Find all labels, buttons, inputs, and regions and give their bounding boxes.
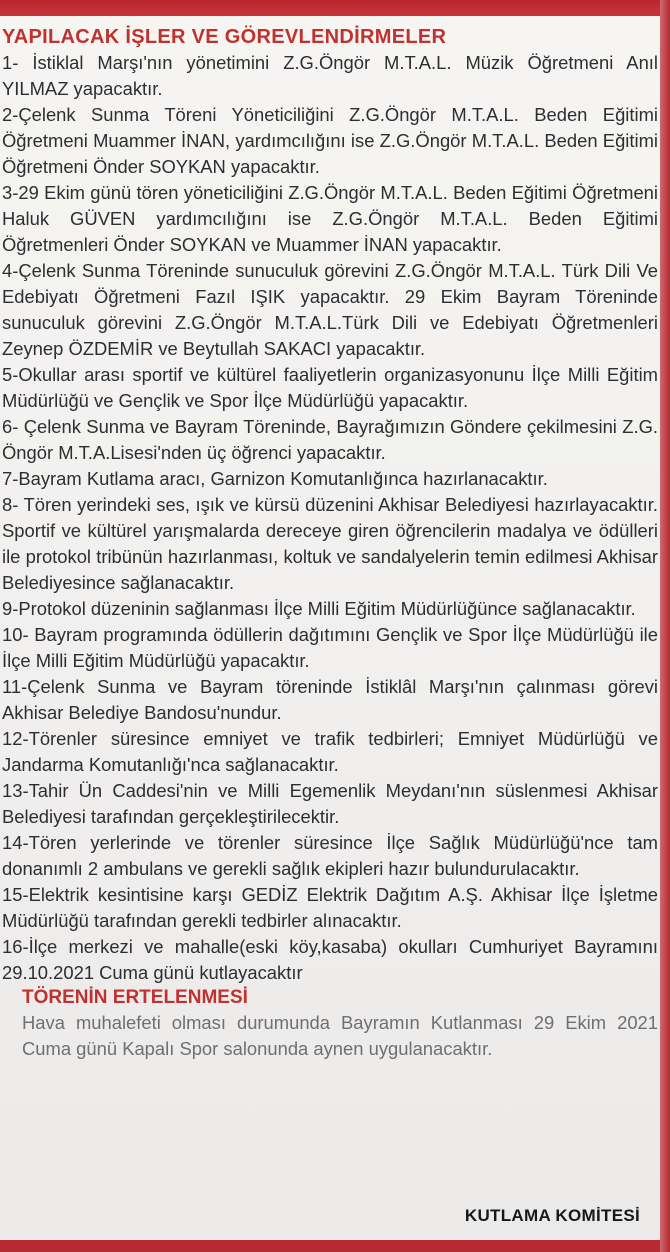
list-item-11: 11-Çelenk Sunma ve Bayram töreninde İstiklâl Marşı'nın çalınması görevi Akhisar Belediye Bandosu'nundur. <box>2 676 658 723</box>
list-item-13: 13-Tahir Ün Caddesi'nin ve Milli Egemenlik Meydanı'nın süslenmesi Akhisar Belediyesi tarafından gerçekleştirilecektir. <box>2 780 658 827</box>
list-item-15: 15-Elektrik kesintisine karşı GEDİZ Elektrik Dağıtım A.Ş. Akhisar İlçe İşletme Müdürlüğü tarafından gerekli tedbirler alınacaktır. <box>2 884 658 931</box>
list-item-6: 6- Çelenk Sunma ve Bayram Töreninde, Bayrağımızın Göndere çekilmesini Z.G. Öngör M.T.A.Lisesi'nden üç öğrenci yapacaktır. <box>2 416 658 463</box>
list-item-14: 14-Tören yerlerinde ve törenler süresince İlçe Sağlık Müdürlüğü'nce tam donanımlı 2 ambulans ve gerekli sağlık ekipleri hazır bulundurulacaktır. <box>2 832 658 879</box>
document-heading: YAPILACAK İŞLER VE GÖREVLENDİRMELER <box>2 26 447 48</box>
list-item-5: 5-Okullar arası sportif ve kültürel faaliyetlerin organizasyonunu İlçe Milli Eğitim Müdürlüğü ve Gençlik ve Spor İlçe Müdürlüğü yapacaktır. <box>2 364 658 411</box>
list-item-12: 12-Törenler süresince emniyet ve trafik tedbirleri; Emniyet Müdürlüğü ve Jandarma Komutanlığı'nca sağlanacaktır. <box>2 728 658 775</box>
bottom-red-band <box>0 1240 670 1252</box>
right-red-edge <box>660 0 670 1252</box>
list-item-16: 16-İlçe merkezi ve mahalle(eski köy,kasaba) okulları Cumhuriyet Bayramını 29.10.2021 Cuma günü kutlayacaktır <box>2 936 658 983</box>
list-item-7: 7-Bayram Kutlama aracı, Garnizon Komutanlığınca hazırlanacaktır. <box>2 468 548 489</box>
list-item-8: 8- Tören yerindeki ses, ışık ve kürsü düzenini Akhisar Belediyesi hazırlayacaktır. Sportif ve kültürel yarışmalarda dereceye giren öğrencilerin madalya ve ödülleri ile protokol tribünün hazırlanması, koltuk ve sandalyelerin temin edilmesi Akhisar Belediyesince sağlanacaktır. <box>2 494 658 593</box>
list-item-1: 1- İstiklal Marşı'nın yönetimini Z.G.Öngör M.T.A.L. Müzik Öğretmeni Anıl YILMAZ yapacaktır. <box>2 52 658 99</box>
postponement-heading: TÖRENİN ERTELENMESİ <box>22 987 248 1008</box>
postponement-text: Hava muhalefeti olması durumunda Bayramın Kutlanması 29 Ekim 2021 Cuma günü Kapalı Spor salonunda aynen uygulanacaktır. <box>22 1012 658 1059</box>
list-item-2: 2-Çelenk Sunma Töreni Yöneticiliğini Z.G.Öngör M.T.A.L. Beden Eğitimi Öğretmeni Muammer İNAN, yardımcılığını ise Z.G.Öngör M.T.A.L. Beden Eğitimi Öğretmeni Önder SOYKAN yapacaktır. <box>2 104 658 177</box>
list-item-10: 10- Bayram programında ödüllerin dağıtımını Gençlik ve Spor İlçe Müdürlüğü ile İlçe Milli Eğitim Müdürlüğü yapacaktır. <box>2 624 658 671</box>
list-item-4: 4-Çelenk Sunma Töreninde sunuculuk görevini Z.G.Öngör M.T.A.L. Türk Dili Ve Edebiyatı Öğretmeni Fazıl IŞIK yapacaktır. 29 Ekim Bayram Töreninde sunuculuk görevini Z.G.Öngör M.T.A.L.Türk Dili ve Edebiyatı Öğretmenleri Zeynep ÖZDEMİR ve Beytullah SAKACI yapacaktır. <box>2 260 658 359</box>
list-item-9: 9-Protokol düzeninin sağlanması İlçe Milli Eğitim Müdürlüğünce sağlanacaktır. <box>2 598 636 619</box>
signature: KUTLAMA KOMİTESİ <box>464 1206 640 1225</box>
document-body <box>0 24 658 1062</box>
list-item-3: 3-29 Ekim günü tören yöneticiliğini Z.G.Öngör M.T.A.L. Beden Eğitimi Öğretmeni Haluk GÜVEN yardımcılığını ise Z.G.Öngör M.T.A.L. Beden Eğitimi Öğretmenleri Önder SOYKAN ve Muammer İNAN yapacaktır. <box>2 182 658 255</box>
